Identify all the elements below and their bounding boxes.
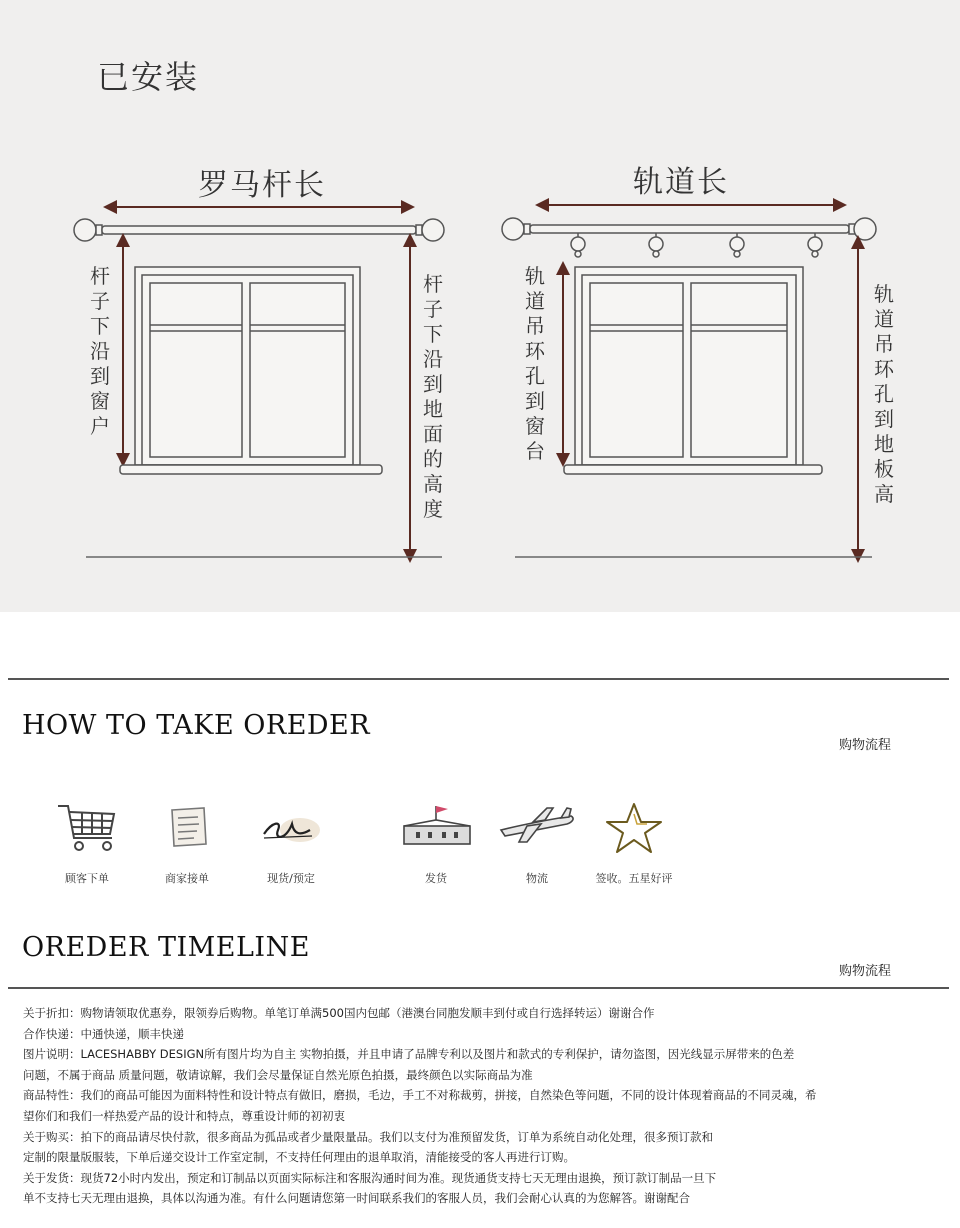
step-merchant-accept <box>132 800 242 886</box>
note-image-description-cont: 问题，不属于商品 质量问题，敬请谅解，我们会尽量保证自然光原色拍摄，最终颜色以实际商品为准 <box>23 1067 533 1082</box>
step-stock-preorder <box>236 800 346 886</box>
installed-title: 已安装 <box>97 58 200 96</box>
note-discount: 关于折扣：购物请领取优惠券，限领券后购物。单笔订单满500国内包邮（港澳台同胞发顺丰到付或自行选择转运）谢谢合作 <box>23 1006 655 1020</box>
step-label: 物流 <box>526 872 548 885</box>
track-to-floor-label: 轨道吊环孔到地板高 <box>874 282 894 506</box>
step-customer-order <box>32 800 142 886</box>
step-received-review <box>579 800 689 886</box>
note-product-features: 商品特性：我们的商品可能因为面料特性和设计特点有做旧，磨损，毛边，手工不对称裁剪，拼接，自然染色等问题，不同的设计体现着商品的不同灵魂，希 <box>23 1088 817 1103</box>
star-icon <box>599 800 669 856</box>
track-to-sill-label: 轨道吊环孔到窗台 <box>525 264 545 463</box>
how-to-order-title: HOW TO TAKE OREDER <box>22 710 371 741</box>
note-shipping: 关于发货：现货72小时内发出，预定和订制品以页面实际标注和客服沟通时间为准。现货通货支持七天无理由退换，预订款订制品一旦下 <box>23 1170 717 1185</box>
right-curtain-track <box>502 218 876 257</box>
note-purchase-cont: 定制的限量版服装，下单后递交设计工作室定制，不支持任何理由的退单取消，清能接受的客人再进行订购。 <box>23 1150 575 1165</box>
step-ship <box>381 800 491 886</box>
section-divider-top <box>8 678 949 680</box>
warehouse-icon <box>396 800 476 856</box>
signature-icon <box>256 800 326 856</box>
step-label: 签收。五星好评 <box>595 872 673 885</box>
note-product-features-cont: 望你们和我们一样热爱产品的设计和特点，尊重设计师的初初衷 <box>23 1108 345 1123</box>
note-courier: 合作快递：中通快递，顺丰快递 <box>23 1026 184 1041</box>
curtain-measurement-diagram <box>0 0 960 612</box>
left-window <box>120 267 382 474</box>
timeline-subtitle: 购物流程 <box>839 964 892 979</box>
rod-to-window-label: 杆子下沿到窗户 <box>90 264 110 438</box>
document-icon <box>152 800 222 856</box>
rod-to-floor-label: 杆子下沿到地面的高度 <box>423 272 443 521</box>
left-roman-rod <box>74 219 444 241</box>
shopping-cart-icon <box>52 800 122 856</box>
note-image-description: 图片说明：LACESHABBY DESIGN所有图片均为自主 实物拍摄，并且申请了品牌专利以及图片和款式的专利保护，请勿盗图，因光线显示屏带来的色差 <box>23 1047 795 1062</box>
step-logistics <box>482 800 592 886</box>
step-label: 现货/预定 <box>267 872 315 885</box>
track-length-label: 轨道长 <box>633 165 729 200</box>
track-hanging-rings <box>571 233 822 257</box>
step-label: 商家接单 <box>165 872 209 885</box>
order-notes <box>23 1003 943 1209</box>
timeline-title: OREDER TIMELINE <box>22 932 310 963</box>
right-window <box>564 267 822 474</box>
step-label: 顾客下单 <box>65 872 109 885</box>
how-to-order-subtitle: 购物流程 <box>839 738 892 753</box>
note-purchase: 关于购买：拍下的商品请尽快付款，很多商品为孤品或者少量限量品。我们以支付为准预留发货，订单为系统自动化处理，很多预订款和 <box>23 1129 713 1144</box>
step-label: 发货 <box>425 872 447 885</box>
airplane-icon <box>497 800 577 856</box>
rod-length-label: 罗马杆长 <box>198 168 326 203</box>
note-shipping-cont: 单不支持七天无理由退换，具体以沟通为准。有什么问题请您第一时间联系我们的客服人员，我们会耐心认真的为您解答。谢谢配合 <box>23 1191 690 1206</box>
section-divider-bottom <box>8 987 949 989</box>
